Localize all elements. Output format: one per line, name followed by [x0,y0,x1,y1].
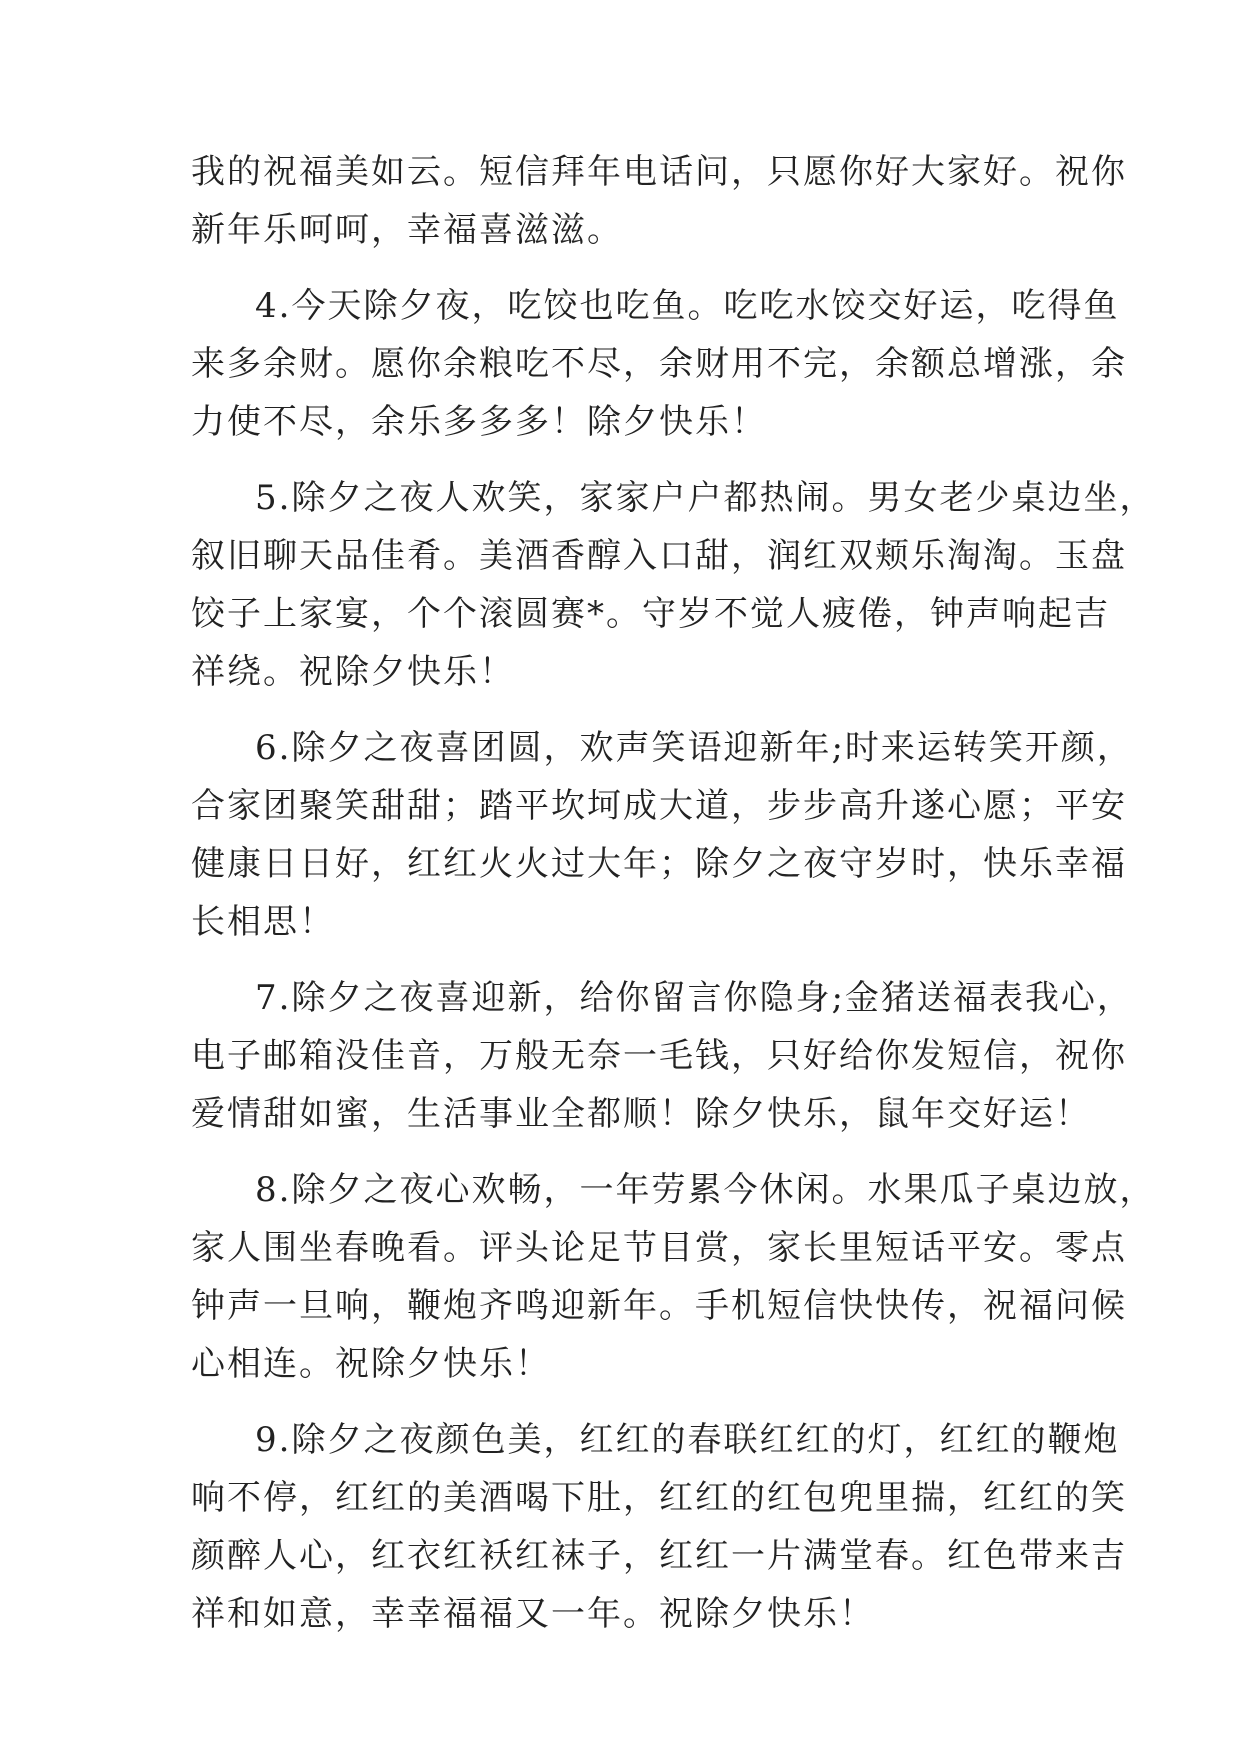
text-line: 叙旧聊天品佳肴。美酒香醇入口甜，润红双颊乐淘淘。玉盘 [191,536,1127,576]
paragraph-first-line: 6.除夕之夜喜团圆，欢声笑语迎新年;时来运转笑开颜， [255,728,1133,768]
paragraph-first-line: 4.今天除夕夜，吃饺也吃鱼。吃吃水饺交好运，吃得鱼 [255,286,1120,326]
text-line: 力使不尽，余乐多多多！除夕快乐！ [191,402,767,442]
text-line: 响不停，红红的美酒喝下肚，红红的红包兜里揣，红红的笑 [191,1478,1127,1518]
text-line: 电子邮箱没佳音，万般无奈一毛钱，只好给你发短信，祝你 [191,1036,1127,1076]
text-line: 家人围坐春晚看。评头论足节目赏，家长里短话平安。零点 [191,1228,1127,1268]
text-line: 来多余财。愿你余粮吃不尽，余财用不完，余额总增涨，余 [191,344,1127,384]
text-line: 颜醉人心，红衣红袄红袜子，红红一片满堂春。红色带来吉 [191,1536,1127,1576]
paragraph-first-line: 5.除夕之夜人欢笑，家家户户都热闹。男女老少桌边坐， [255,478,1156,518]
text-line: 合家团聚笑甜甜；踏平坎坷成大道，步步高升遂心愿；平安 [191,786,1127,826]
text-line: 钟声一旦响，鞭炮齐鸣迎新年。手机短信快快传，祝福问候 [191,1286,1127,1326]
text-line: 爱情甜如蜜，生活事业全都顺！除夕快乐，鼠年交好运！ [191,1094,1091,1134]
text-line: 心相连。祝除夕快乐！ [191,1344,551,1384]
text-line: 长相思！ [191,902,335,942]
text-line: 新年乐呵呵，幸福喜滋滋。 [191,210,623,250]
text-line: 饺子上家宴，个个滚圆赛*。守岁不觉人疲倦，钟声响起吉 [191,594,1110,634]
text-line: 健康日日好，红红火火过大年；除夕之夜守岁时，快乐幸福 [191,844,1127,884]
text-line: 祥绕。祝除夕快乐！ [191,652,515,692]
paragraph-first-line: 9.除夕之夜颜色美，红红的春联红红的灯，红红的鞭炮 [255,1420,1120,1460]
text-line: 祥和如意，幸幸福福又一年。祝除夕快乐！ [191,1594,875,1634]
text-line: 我的祝福美如云。短信拜年电话问，只愿你好大家好。祝你 [191,152,1127,192]
paragraph-first-line: 7.除夕之夜喜迎新，给你留言你隐身;金猪送福表我心， [255,978,1133,1018]
paragraph-first-line: 8.除夕之夜心欢畅，一年劳累今休闲。水果瓜子桌边放， [255,1170,1156,1210]
